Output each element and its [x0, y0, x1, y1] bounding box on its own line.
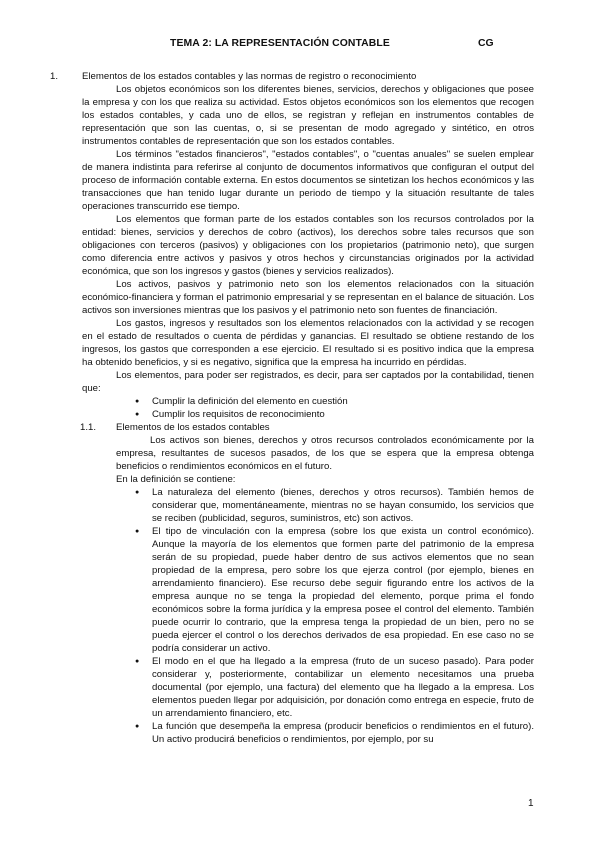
paragraph: Los objetos económicos son los diferentes bienes, servicios, derechos y obligaciones que posee la empresa y con los que realiza su actividad. Estos objetos económicos son los elementos que recogen los estados contables, y cada uno de ellos, se registran y reflejan en instrumentos contables de representación que son las cuentas, o, si se presentan de modo agregado y sintético, en otros instrumentos contables de representación que son los estados contables. [82, 84, 534, 147]
requirements-list [82, 395, 534, 421]
list-item: ● El modo en el que ha llegado a la empresa (fruto de un suceso pasado). Para poder considerar y, posteriormente, contabilizar un elemento necesitamos una prueba documental (por ejemplo, una factura) del elemento que ha llegado a la empresa. Los elementos pueden llegar por adquisición, por donación como entrega en especie, fruto de un arrendamiento financiero, etc. [152, 655, 534, 720]
section-title: Elementos de los estados contables [116, 422, 270, 433]
list-item: ● El tipo de vinculación con la empresa (sobre los que exista un control económico). Aunque la mayoría de los elementos que formen parte del patrimonio de la empresa serán de su propiedad, puede haber dentro de sus activos elementos que no sean propiedad de la empresa, pero sobre los que ejerza control (por ejemplo, bienes en arrendamiento financiero). Ese recurso debe seguir figurando entre los activos de la empresa aunque no se tenga la propiedad del elemento, porque prima el fondo económicos sobre la forma jurídica y la empresa posee el control del elemento. También puede ocurrir lo contrario, que la empresa tenga la propiedad de un bien, pero no se pueda ejercer el control o los derechos derivados de esa propiedad. En ese caso no se podría considerar un activo. [152, 525, 534, 655]
page-header [0, 38, 600, 52]
list-item: ● Cumplir la definición del elemento en cuestión [152, 395, 534, 408]
definition-list [82, 486, 534, 746]
paragraph: En la definición se contiene: [116, 474, 236, 485]
list-item: ● La naturaleza del elemento (bienes, derechos y otros recursos). También hemos de considerar que, momentáneamente, mientras no se hayan consumido, los servicios que se reciben (publicidad, seguros, suministros, etc) son activos. [152, 486, 534, 525]
paragraph: Los gastos, ingresos y resultados son los elementos relacionados con la actividad y se recogen en el estado de resultados o cuenta de pérdidas y ganancias. El resultado se obtiene restando de los ingresos, los gastos que corresponden a ese ejercicio. El resultado si es positivo indica que la empresa ha obtenido beneficios, y si es negativo, significa que la empresa ha incurrido en pérdidas. [82, 318, 534, 368]
list-item: ● Cumplir los requisitos de reconocimiento [152, 408, 534, 421]
paragraph: Los elementos que forman parte de los estados contables son los recursos controlados por la entidad: bienes, servicios y derechos de cobro (activos), los derechos sobre tales recursos que son obligaciones con terceros (pasivos) y obligaciones con los propietarios (patrimonio neto), que surgen como diferencia entre activos y pasivos y otros hechos y circunstancias originados por la actividad económica, que son los ingresos y gastos (bienes y servicios realizados). [82, 214, 534, 277]
paragraph: Los activos, pasivos y patrimonio neto son los elementos relacionados con la situación económico-financiera y forman el patrimonio empresarial y se representan en el balance de situación. Los activos son inversiones mientras que los pasivos y el patrimonio neto son fuentes de financiación. [82, 279, 534, 316]
paragraph: Los activos son bienes, derechos y otros recursos controlados económicamente por la empresa, resultantes de sucesos pasados, de los que se espera que la empresa obtenga beneficios o rendimientos económicos en el futuro. [116, 435, 534, 472]
section-number: 1.1. [80, 422, 97, 433]
document-title: TEMA 2: LA REPRESENTACIÓN CONTABLE [170, 38, 390, 49]
section-1-1-heading [82, 421, 534, 434]
section-title: Elementos de los estados contables y las normas de registro o reconocimiento [82, 71, 417, 82]
page-number: 1 [528, 798, 534, 809]
section-1-heading [50, 70, 534, 83]
section-number: 1. [50, 71, 59, 82]
document-body [50, 70, 534, 746]
paragraph: Los elementos, para poder ser registrados, es decir, para ser captados por la contabilidad, tienen que: [82, 370, 534, 394]
paragraph: Los términos "estados financieros", "estados contables", o "cuentas anuales" se suelen emplear de manera indistinta para referirse al conjunto de documentos informativos que configuran el output del proceso de información contable externa. En estos documentos se sintetizan los hechos económicos y las transacciones que han tenido lugar durante un periodo de tiempo y la situación resultante de tales operaciones transcurrido ese tiempo. [82, 149, 534, 212]
author-initials: CG [478, 38, 494, 49]
list-item: ● La función que desempeña la empresa (producir beneficios o rendimientos en el futuro). Un activo producirá beneficios o rendimientos, por ejemplo, por su [152, 720, 534, 746]
